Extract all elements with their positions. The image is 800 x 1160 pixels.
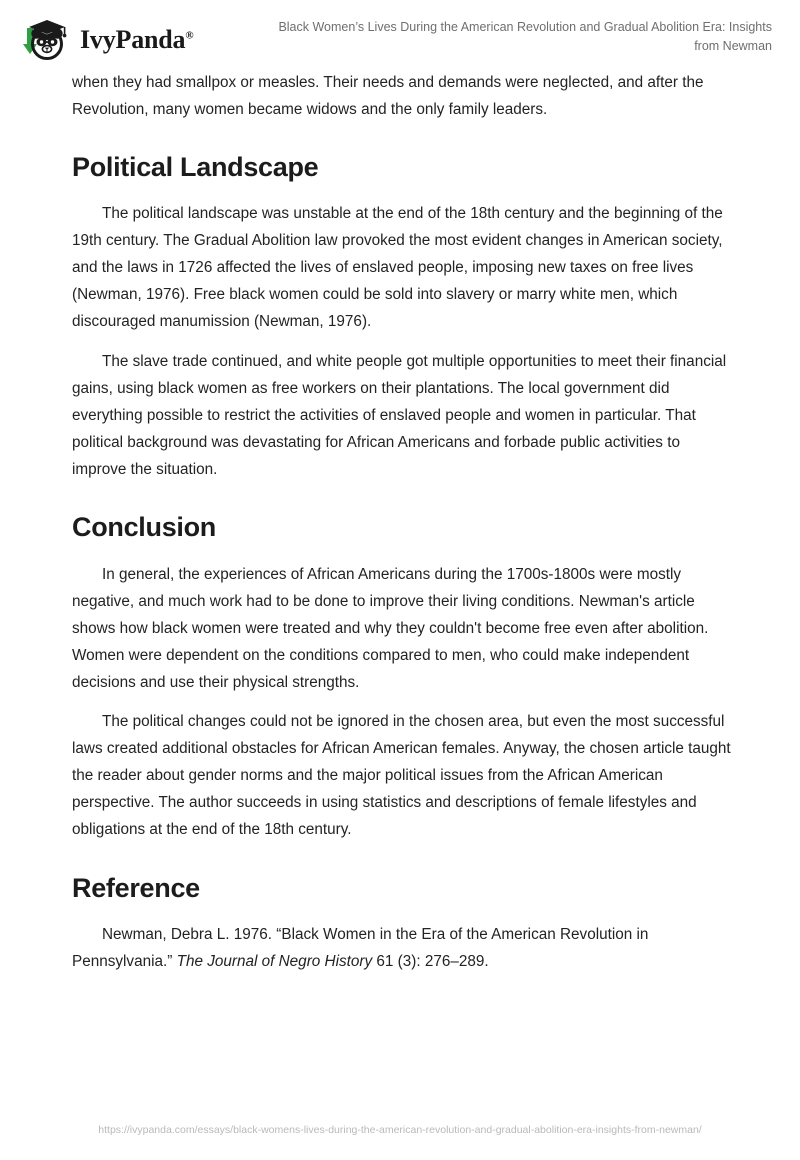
- reference-entry: [72, 922, 735, 976]
- brand-name-text: IvyPanda: [80, 25, 186, 54]
- panda-graduation-cap-icon: [18, 16, 74, 64]
- brand-wordmark: [80, 27, 193, 53]
- section-heading-conclusion: Conclusion: [72, 512, 216, 543]
- paragraph: The political changes could not be ignored in the chosen area, but even the most successful laws created additional obstacles for African American females. Anyway, the chosen article taught the reader about gender norms and the major political issues from the African American perspective. The author succeeds in using statistics and descriptions of female lifestyles and obligations at the end of the 18th century.: [72, 713, 731, 839]
- document-body: [0, 70, 800, 976]
- paragraph: In general, the experiences of African Americans during the 1700s-1800s were mostly negative, and much work had to be done to improve their living conditions. Newman's article shows how black women were treated and why they couldn't become free even after abolition. Women were dependent on the conditions compared to men, who could make independent decisions and use their physical strengths.: [72, 565, 709, 691]
- page-footer-url[interactable]: https://ivypanda.com/essays/black-womens-lives-during-the-american-revolution-and-gradual-abolition-era-insights-from-newman/: [98, 1124, 702, 1137]
- page-header: [0, 0, 800, 70]
- reference-prefix: Newman, Debra L. 1976. “Black Women in the Era of the American Revolution in Pennsylvania.”: [72, 926, 649, 971]
- reference-journal-title: The Journal of Negro History: [176, 953, 373, 971]
- section-heading-reference: Reference: [72, 873, 200, 904]
- registered-trademark-symbol: ®: [185, 29, 194, 42]
- paragraph: The political landscape was unstable at the end of the 18th century and the beginning of the 19th century. The Gradual Abolition law provoked the most evident changes in American society, and the laws in 1726 affected the lives of enslaved people, imposing new taxes on free lives (Newman, 1976). Free black women could be sold into slavery or marry white men, which discouraged manumission (Newman, 1976).: [72, 205, 723, 330]
- reference-suffix: 61 (3): 276–289.: [372, 953, 489, 971]
- continued-paragraph: when they had smallpox or measles. Their needs and demands were neglected, and after the Revolution, many women became widows and the only family leaders.: [72, 74, 704, 118]
- document-title: Black Women’s Lives During the American Revolution and Gradual Abolition Era: Insights from Newman: [278, 20, 772, 54]
- paragraph: The slave trade continued, and white people got multiple opportunities to meet their financial gains, using black women as free workers on their plantations. The local government did everything possible to restrict the activities of enslaved people and women in particular. That political background was devastating for African Americans and forbade public activities to improve the situation.: [72, 352, 727, 478]
- section-heading-political-landscape: Political Landscape: [72, 151, 319, 182]
- brand-logo-lockup[interactable]: [18, 16, 193, 64]
